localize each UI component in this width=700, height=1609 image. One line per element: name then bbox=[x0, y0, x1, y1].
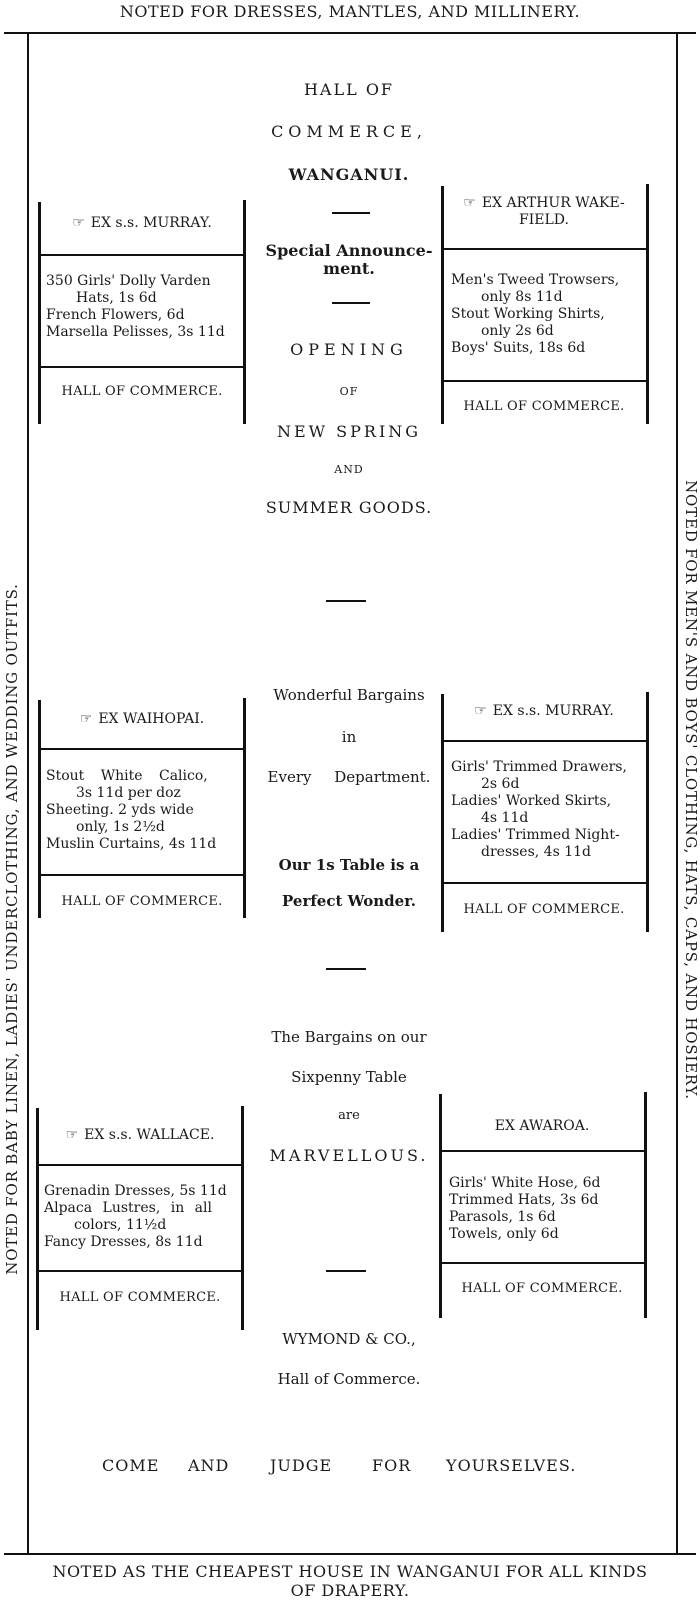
wymond-co: WYMOND & CO., bbox=[282, 1330, 416, 1348]
item-line: 3s 11d per doz bbox=[76, 785, 181, 801]
hall-of-commerce-signature: Hall of Commerce. bbox=[277, 1370, 421, 1388]
box-right-rule bbox=[646, 184, 649, 424]
item-line: Hats, 1s 6d bbox=[76, 290, 157, 306]
pointing-hand-icon: ☞ bbox=[65, 1127, 79, 1143]
header-text: EX WAIHOPAI. bbox=[98, 711, 205, 727]
center-divider-2 bbox=[332, 302, 370, 304]
right-side-banner: NOTED FOR MEN'S AND BOYS' CLOTHING, HATS, CAPS, AND HOSIERY. bbox=[682, 480, 700, 1100]
item-line: Towels, only 6d bbox=[449, 1226, 559, 1242]
box-foot-rule bbox=[443, 380, 647, 382]
for-word: FOR bbox=[372, 1456, 412, 1475]
item-line: Fancy Dresses, 8s 11d bbox=[44, 1234, 203, 1250]
box-head-rule bbox=[40, 254, 244, 256]
header-text: FIELD. bbox=[519, 212, 569, 228]
box-left-rule bbox=[38, 700, 41, 918]
box-awaroa-body bbox=[449, 1175, 643, 1243]
item-line: dresses, 4s 11d bbox=[481, 844, 591, 860]
box-left-rule bbox=[38, 202, 41, 424]
item-line: 350 Girls' Dolly Varden bbox=[46, 273, 211, 289]
pointing-hand-icon: ☞ bbox=[474, 703, 487, 719]
item-line: Men's Tweed Trowsers, bbox=[451, 272, 620, 288]
item-line: French Flowers, 6d bbox=[46, 307, 185, 323]
wonderful-bargains: Wonderful Bargains bbox=[273, 686, 425, 704]
header-text: EX s.s. MURRAY. bbox=[90, 215, 212, 231]
box-wakefield-body bbox=[451, 272, 645, 357]
new-spring-heading: NEW SPRING bbox=[276, 422, 422, 441]
special-line-2: ment. bbox=[323, 259, 375, 278]
pointing-hand-icon: ☞ bbox=[79, 711, 93, 727]
judge-word: JUDGE bbox=[270, 1456, 333, 1475]
yourselves-word: YOURSELVES. bbox=[446, 1456, 577, 1475]
item-line: Stout White Calico, bbox=[46, 768, 208, 784]
header-text: EX s.s. MURRAY. bbox=[492, 703, 614, 719]
in-word: in bbox=[341, 728, 357, 746]
item-line: only, 1s 2½d bbox=[76, 819, 165, 835]
box-murray-right-header bbox=[444, 703, 644, 720]
box-head-rule bbox=[40, 748, 244, 750]
box-right-rule bbox=[243, 698, 246, 918]
box-waihopai-header bbox=[42, 711, 242, 728]
box-head-rule bbox=[441, 1150, 645, 1152]
item-line: only 2s 6d bbox=[481, 323, 554, 339]
box-foot-rule bbox=[40, 874, 244, 876]
box-foot-rule bbox=[40, 366, 244, 368]
center-divider-1 bbox=[332, 212, 370, 214]
box-murray-right-footer: HALL OF COMMERCE. bbox=[463, 902, 625, 917]
box-waihopai-footer: HALL OF COMMERCE. bbox=[61, 894, 223, 909]
item-line: Parasols, 1s 6d bbox=[449, 1209, 556, 1225]
top-banner: NOTED FOR DRESSES, MANTLES, AND MILLINERY. bbox=[119, 2, 581, 21]
marvellous-heading: MARVELLOUS. bbox=[269, 1146, 429, 1165]
item-line: Alpaca Lustres, in all bbox=[44, 1200, 212, 1216]
box-left-rule bbox=[36, 1108, 39, 1330]
item-line: Stout Working Shirts, bbox=[451, 306, 605, 322]
summer-goods-heading: SUMMER GOODS. bbox=[265, 498, 433, 517]
box-right-rule bbox=[241, 1106, 244, 1330]
box-wakefield-header bbox=[444, 195, 644, 229]
top-rule bbox=[4, 32, 696, 34]
box-right-rule bbox=[646, 692, 649, 932]
center-divider-5 bbox=[326, 1270, 366, 1272]
are-word: are bbox=[338, 1108, 360, 1123]
item-line: colors, 11½d bbox=[74, 1217, 167, 1233]
bottom-banner-line-1: NOTED AS THE CHEAPEST HOUSE IN WANGANUI FOR ALL KINDS bbox=[52, 1562, 648, 1581]
box-head-rule bbox=[443, 248, 647, 250]
item-line: Ladies' Trimmed Night- bbox=[451, 827, 620, 843]
item-line: only 8s 11d bbox=[481, 289, 563, 305]
right-border-rule bbox=[676, 34, 678, 1554]
box-head-rule bbox=[443, 740, 647, 742]
box-waihopai-body bbox=[46, 768, 242, 853]
box-wallace-body bbox=[44, 1183, 240, 1251]
item-line: Trimmed Hats, 3s 6d bbox=[449, 1192, 599, 1208]
every-department: Every Department. bbox=[267, 768, 431, 786]
center-divider-4 bbox=[326, 968, 366, 970]
header-text: EX s.s. WALLACE. bbox=[84, 1127, 215, 1143]
item-line: Girls' White Hose, 6d bbox=[449, 1175, 601, 1191]
one-shilling-table-line-2: Perfect Wonder. bbox=[282, 892, 416, 910]
box-awaroa-header: EX AWAROA. bbox=[494, 1118, 590, 1134]
commerce-heading: COMMERCE, bbox=[271, 122, 427, 141]
item-line: Marsella Pelisses, 3s 11d bbox=[46, 324, 225, 340]
item-line: Girls' Trimmed Drawers, bbox=[451, 759, 627, 775]
bargains-line-2: Sixpenny Table bbox=[291, 1068, 407, 1086]
left-side-banner: NOTED FOR BABY LINEN, LADIES' UNDERCLOTHING, AND WEDDING OUTFITS. bbox=[3, 583, 21, 1275]
wanganui-heading: WANGANUI. bbox=[288, 165, 410, 184]
hall-of-heading: HALL OF bbox=[303, 80, 395, 99]
opening-heading: OPENING bbox=[290, 340, 408, 359]
box-wallace-footer: HALL OF COMMERCE. bbox=[59, 1290, 221, 1305]
box-murray-left-header bbox=[42, 215, 242, 232]
one-shilling-table-line-1: Our 1s Table is a bbox=[278, 856, 420, 874]
header-text: EX ARTHUR WAKE- bbox=[481, 195, 625, 211]
special-line-1: Special Announce- bbox=[265, 241, 433, 260]
bottom-banner bbox=[0, 1562, 700, 1600]
box-right-rule bbox=[644, 1092, 647, 1318]
and-word: AND bbox=[334, 463, 364, 476]
box-awaroa-footer: HALL OF COMMERCE. bbox=[461, 1281, 623, 1296]
bottom-rule bbox=[4, 1553, 696, 1555]
item-line: 2s 6d bbox=[481, 776, 520, 792]
center-divider-3 bbox=[326, 600, 366, 602]
box-foot-rule bbox=[441, 1262, 645, 1264]
box-right-rule bbox=[243, 200, 246, 424]
box-foot-rule bbox=[443, 882, 647, 884]
special-announcement bbox=[258, 242, 440, 278]
item-line: Muslin Curtains, 4s 11d bbox=[46, 836, 217, 852]
item-line: 4s 11d bbox=[481, 810, 529, 826]
item-line: Boys' Suits, 18s 6d bbox=[451, 340, 586, 356]
box-left-rule bbox=[441, 694, 444, 932]
item-line: Grenadin Dresses, 5s 11d bbox=[44, 1183, 227, 1199]
box-head-rule bbox=[38, 1164, 242, 1166]
come-word: COME bbox=[102, 1456, 160, 1475]
box-murray-left-footer: HALL OF COMMERCE. bbox=[61, 384, 223, 399]
and-word-bottom: AND bbox=[188, 1456, 230, 1475]
box-wakefield-footer: HALL OF COMMERCE. bbox=[463, 399, 625, 414]
left-border-rule bbox=[27, 34, 29, 1554]
box-wallace-header bbox=[40, 1127, 240, 1144]
box-murray-left-body bbox=[46, 273, 242, 341]
item-line: Sheeting. 2 yds wide bbox=[46, 802, 194, 818]
box-murray-right-body bbox=[451, 759, 645, 861]
of-word: OF bbox=[339, 385, 359, 398]
box-foot-rule bbox=[38, 1270, 242, 1272]
item-line: Ladies' Worked Skirts, bbox=[451, 793, 612, 809]
bargains-line-1: The Bargains on our bbox=[271, 1028, 427, 1046]
bottom-banner-line-2: OF DRAPERY. bbox=[290, 1581, 410, 1600]
pointing-hand-icon: ☞ bbox=[72, 215, 85, 231]
pointing-hand-icon: ☞ bbox=[463, 195, 476, 211]
